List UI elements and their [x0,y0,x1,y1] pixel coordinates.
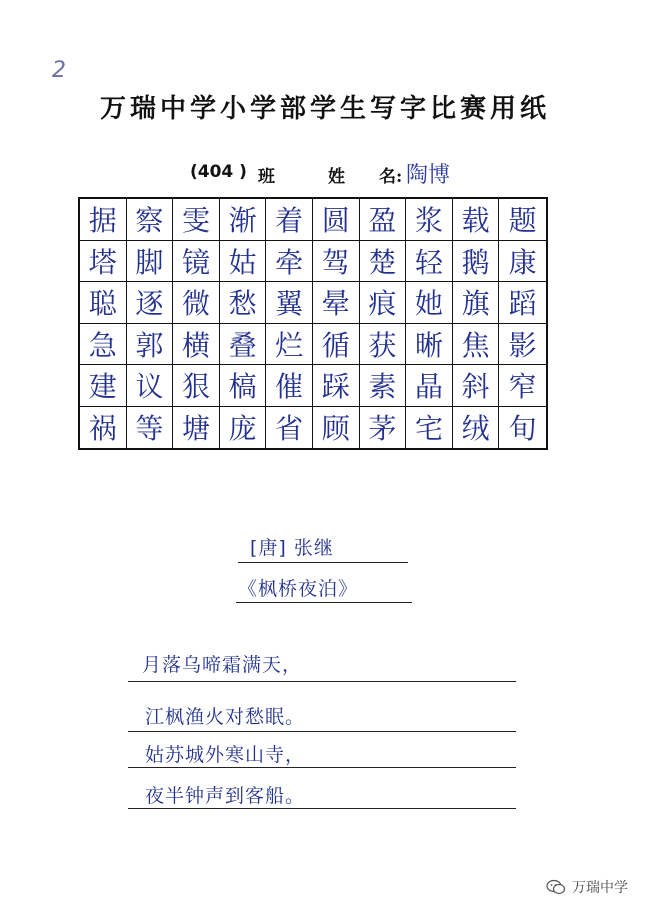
poem-rule-3 [128,767,516,768]
grid-cell: 宅 [406,407,453,449]
grid-cell: 晰 [406,324,453,366]
grid-cell: 省 [266,407,313,449]
grid-cell: 庞 [220,407,267,449]
grid-cell: 翼 [266,282,313,324]
wechat-icon [546,879,566,895]
grid-cell: 逐 [127,282,174,324]
grid-cell: 祸 [80,407,127,449]
grid-cell: 议 [127,365,174,407]
grid-cell: 圆 [313,199,360,241]
grid-cell: 浆 [406,199,453,241]
poem-rule-4 [128,808,516,809]
grid-cell: 素 [360,365,407,407]
page-number: 2 [52,58,66,83]
poem-author: [唐] 张继 [250,537,334,559]
grid-cell: 踩 [313,365,360,407]
grid-cell: 脚 [127,241,174,283]
title-rule [236,602,412,603]
grid-cell: 影 [499,324,546,366]
grid-cell: 镜 [173,241,220,283]
grid-cell: 楚 [360,241,407,283]
grid-cell: 焦 [453,324,500,366]
grid-cell: 循 [313,324,360,366]
poem-line-3: 姑苏城外寒山寺， [145,744,306,766]
class-label: 班 [258,167,275,187]
class-value: (404 ) [190,162,247,182]
poem-line-2: 江枫渔火对愁眠。 [145,706,306,728]
grid-cell: 晶 [406,365,453,407]
grid-cell: 槁 [220,365,267,407]
grid-cell: 驾 [313,241,360,283]
grid-cell: 渐 [220,199,267,241]
grid-cell: 急 [80,324,127,366]
poem-rule-1 [128,681,516,682]
grid-cell: 催 [266,365,313,407]
grid-cell: 建 [80,365,127,407]
grid-cell: 蹈 [499,282,546,324]
grid-cell: 盈 [360,199,407,241]
grid-cell: 她 [406,282,453,324]
grid-cell: 痕 [360,282,407,324]
grid-cell: 察 [127,199,174,241]
grid-cell: 聪 [80,282,127,324]
poem-rule-2 [128,731,516,732]
grid-cell: 微 [173,282,220,324]
grid-cell: 叠 [220,324,267,366]
grid-cell: 晕 [313,282,360,324]
grid-cell: 窄 [499,365,546,407]
watermark-text: 万瑞中学 [572,880,628,896]
author-rule [238,562,408,563]
grid-cell: 绒 [453,407,500,449]
page-title: 万瑞中学小学部学生写字比赛用纸 [99,94,550,124]
grid-cell: 轻 [406,241,453,283]
info-row [0,158,650,188]
grid-cell: 烂 [266,324,313,366]
grid-cell: 旬 [508,412,537,446]
poem-line-4: 夜半钟声到客船。 [145,785,306,807]
grid-cell: 等 [127,407,174,449]
grid-cell: 题 [499,199,546,241]
name-label: 姓 名: [328,167,403,187]
watermark [546,877,628,897]
grid-cell: 鹅 [453,241,500,283]
poem-title: 《枫桥夜泊》 [238,578,359,600]
grid-cell: 茅 [360,407,407,449]
grid-cell: 旗 [453,282,500,324]
grid-cell: 顾 [313,407,360,449]
grid-cell: 载 [453,199,500,241]
grid-cell: 郭 [127,324,174,366]
grid-cell: 获 [360,324,407,366]
grid-cell: 塘 [173,407,220,449]
grid-cell: 姑 [220,241,267,283]
grid-cell: 据 [80,199,127,241]
grid-cell: 塔 [80,241,127,283]
grid-cell: 雯 [173,199,220,241]
character-grid [78,197,548,450]
grid-cell: 牵 [266,241,313,283]
grid-cell: 狠 [173,365,220,407]
grid-cell: 斜 [453,365,500,407]
poem-line-1: 月落乌啼霜满天， [142,654,303,676]
grid-cell: 着 [266,199,313,241]
grid-cell: 康 [499,241,546,283]
grid-cell: 愁 [220,282,267,324]
grid-cell: 横 [173,324,220,366]
name-value: 陶博 [406,163,451,188]
